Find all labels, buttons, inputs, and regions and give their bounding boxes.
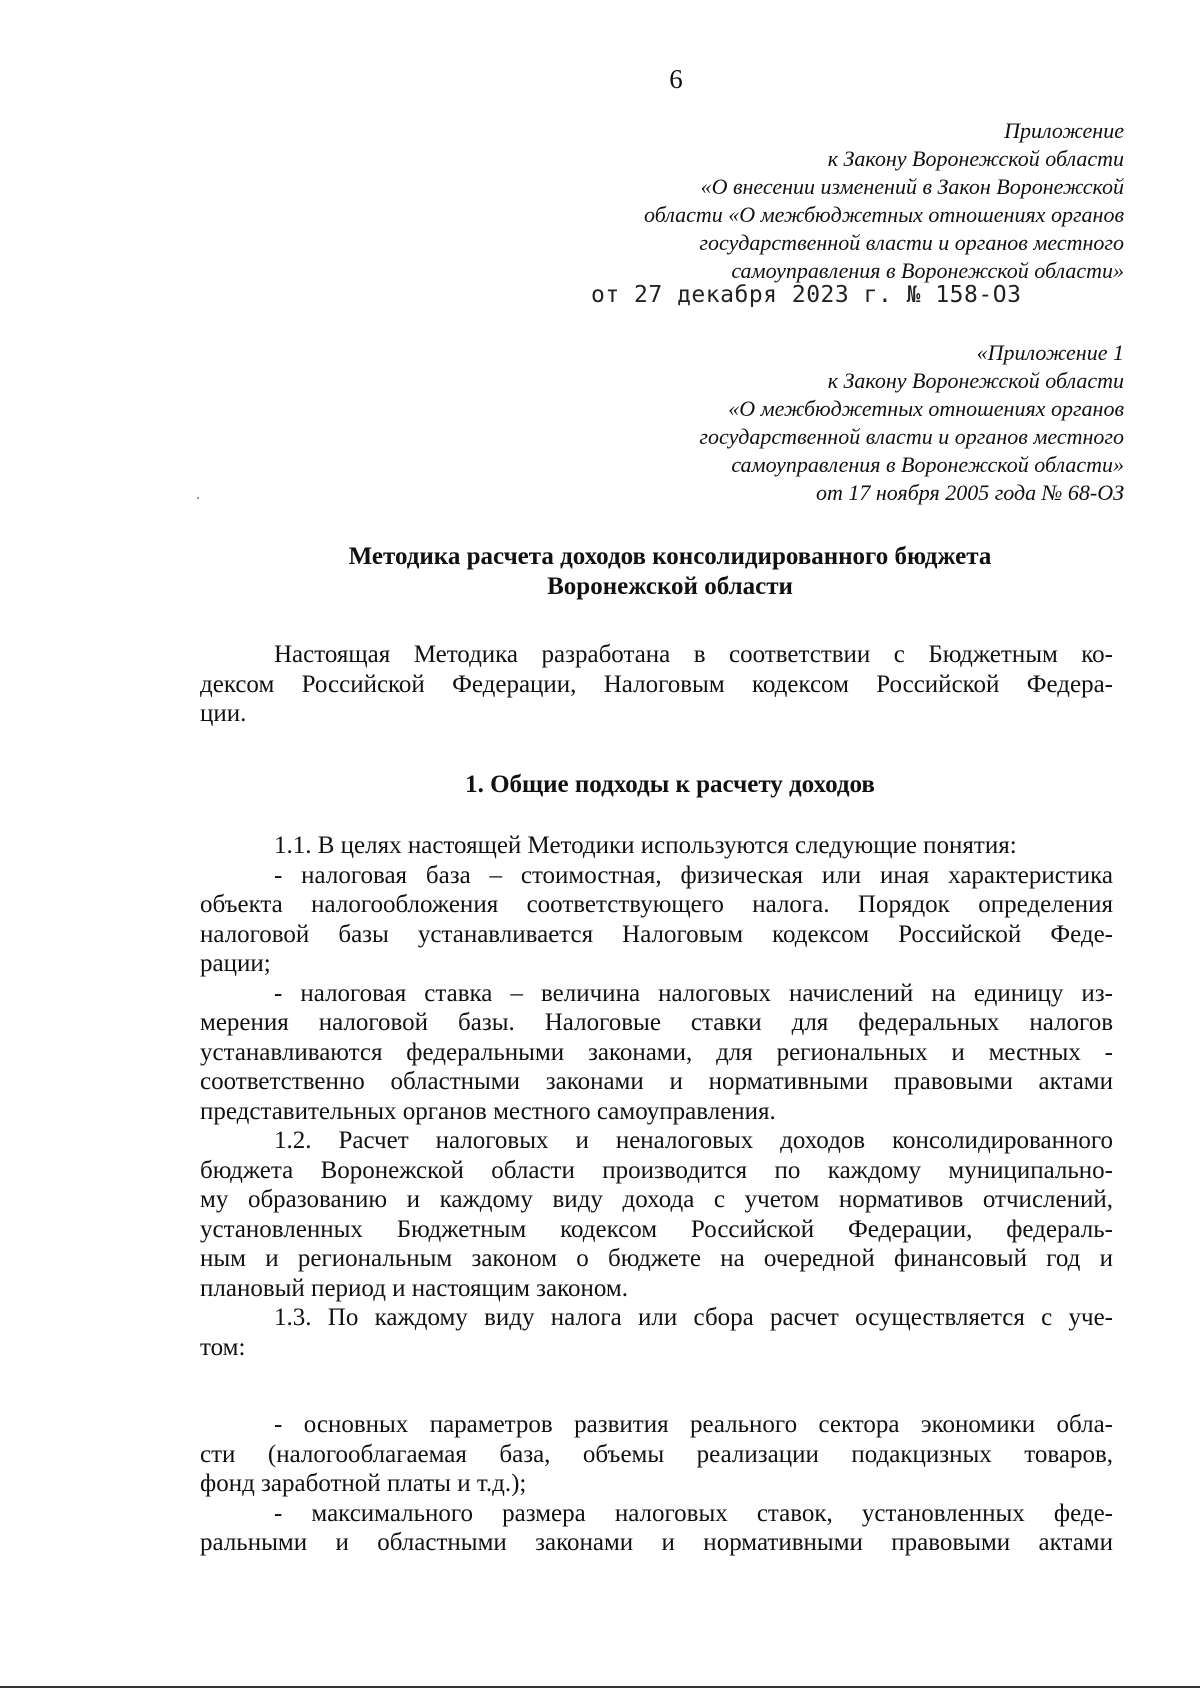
intro-paragraph bbox=[200, 640, 1113, 729]
text-line: 1.2. Расчет налоговых и неналоговых доходов консолидированного bbox=[274, 1127, 1113, 1154]
text-line: ции. bbox=[200, 700, 247, 727]
annex-header-line: области «О межбюджетных отношениях органов bbox=[643, 202, 1124, 227]
text-line: плановый период и настоящим законом. bbox=[200, 1274, 629, 1302]
text-line: му образованию и каждому виду дохода с учетом нормативов отчислений, bbox=[200, 1186, 1113, 1213]
annex-header bbox=[644, 117, 1124, 285]
text-line: ным и региональным законом о бюджете на очередной финансовый год и bbox=[200, 1245, 1113, 1272]
text-line: объекта налогообложения соответствующего налога. Порядок определения bbox=[200, 891, 1113, 918]
text-line: 1.1. В целях настоящей Методики используются следующие понятия: bbox=[274, 832, 1017, 859]
section-1-text bbox=[200, 831, 1113, 1362]
annex-header-line: Приложение bbox=[1004, 118, 1124, 143]
text-line: соответственно областными законами и нормативными правовыми актами bbox=[200, 1068, 1113, 1095]
document-title-line: Воронежской области bbox=[547, 573, 793, 600]
scan-edge-line bbox=[0, 1686, 1200, 1688]
annex-quote-line: к Закону Воронежской области bbox=[827, 368, 1124, 393]
text-line: налоговой базы устанавливается Налоговым кодексом Российской Феде- bbox=[200, 920, 1113, 948]
text-line: - налоговая ставка – величина налоговых начислений на единицу из- bbox=[274, 979, 1113, 1007]
text-line: ральными и областными законами и нормативными правовыми актами bbox=[200, 1529, 1113, 1556]
section-heading: 1. Общие подходы к расчету доходов bbox=[465, 771, 875, 798]
annex-quote-line: «Приложение 1 bbox=[976, 340, 1124, 365]
scan-speck bbox=[197, 497, 199, 499]
text-line: Настоящая Методика разработана в соответствии с Бюджетным ко- bbox=[274, 641, 1113, 668]
text-line: устанавливаются федеральными законами, для региональных и местных - bbox=[200, 1038, 1113, 1066]
annex-quote-line: от 17 ноября 2005 года № 68-ОЗ bbox=[815, 480, 1124, 505]
annex-header-line: к Закону Воронежской области bbox=[827, 146, 1124, 171]
text-line: сти (налогооблагаемая база, объемы реализации подакцизных товаров, bbox=[200, 1440, 1113, 1468]
text-line: бюджета Воронежской области производится по каждому муниципально- bbox=[200, 1156, 1113, 1184]
text-line: 1.3. По каждому виду налога или сбора расчет осуществляется с уче- bbox=[274, 1304, 1113, 1331]
text-line: установленных Бюджетным кодексом Российской Федерации, федераль- bbox=[200, 1215, 1113, 1243]
text-line: дексом Российской Федерации, Налоговым кодексом Российской Федера- bbox=[200, 670, 1113, 698]
section-1-text-continued bbox=[200, 1410, 1113, 1558]
text-line: - максимального размера налоговых ставок, установленных феде- bbox=[274, 1499, 1113, 1527]
annex-quote-line: государственной власти и органов местного bbox=[699, 424, 1124, 449]
annex-header-line: государственной власти и органов местного bbox=[699, 230, 1124, 255]
document-title bbox=[197, 542, 1143, 602]
text-line: мерения налоговой базы. Налоговые ставки для федеральных налогов bbox=[200, 1009, 1113, 1036]
annex-quote bbox=[699, 339, 1124, 507]
text-line: рации; bbox=[200, 950, 271, 977]
text-line: - основных параметров развития реального сектора экономики обла- bbox=[274, 1411, 1113, 1438]
annex-quote-line: самоуправления в Воронежской области» bbox=[731, 452, 1124, 477]
document-title-line: Методика расчета доходов консолидированного бюджета bbox=[348, 543, 992, 570]
annex-header-line: самоуправления в Воронежской области» bbox=[731, 258, 1124, 283]
page-number: 6 bbox=[669, 64, 683, 94]
text-line: фонд заработной платы и т.д.); bbox=[200, 1470, 527, 1497]
text-line: том: bbox=[200, 1333, 246, 1361]
text-line: представительных органов местного самоуправления. bbox=[200, 1097, 776, 1125]
text-line: - налоговая база – стоимостная, физическая или иная характеристика bbox=[274, 861, 1113, 889]
registration-stamp: от 27 декабря 2023 г. № 158-ОЗ bbox=[591, 282, 1022, 308]
annex-header-line: «О внесении изменений в Закон Воронежской bbox=[700, 174, 1124, 199]
annex-quote-line: «О межбюджетных отношениях органов bbox=[728, 396, 1124, 421]
